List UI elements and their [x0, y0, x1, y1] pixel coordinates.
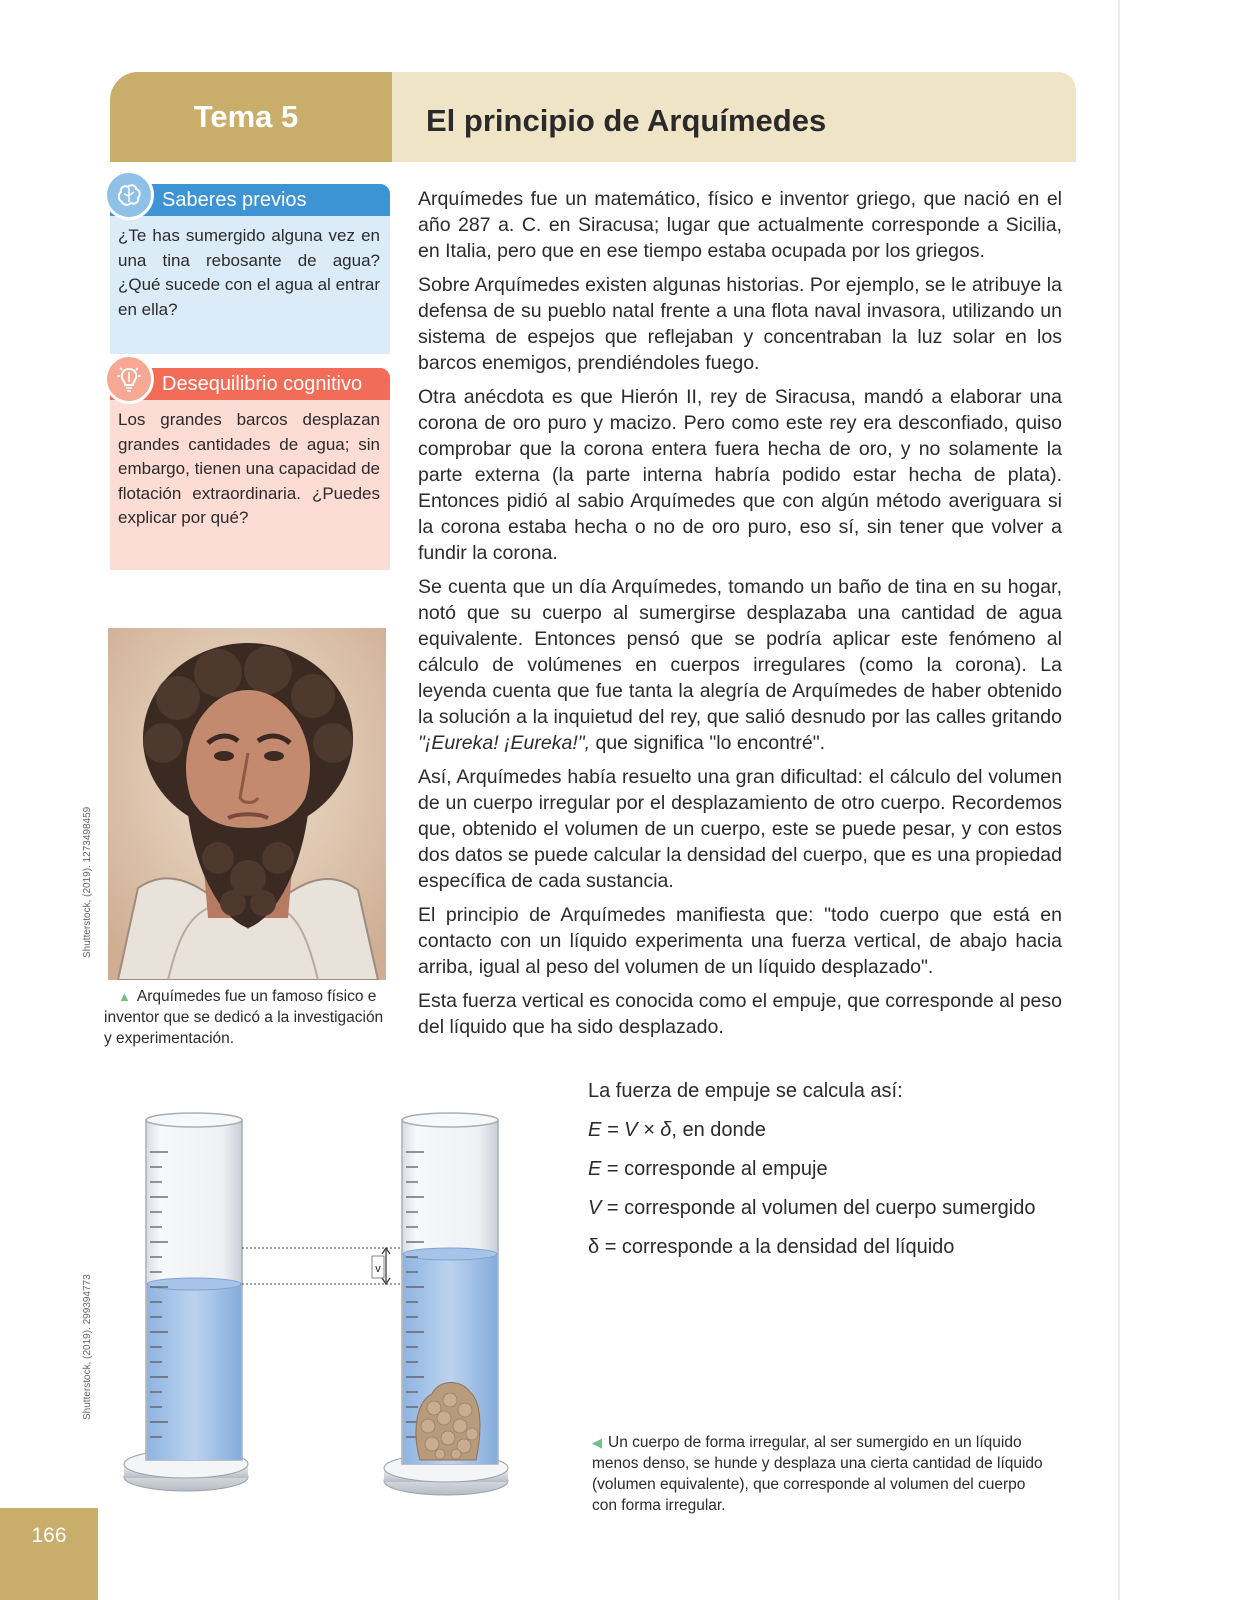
archimedes-portrait: [108, 628, 386, 980]
eq-lhs: E: [588, 1119, 602, 1141]
def-d-symbol: δ: [588, 1236, 600, 1258]
paragraph-7: Esta fuerza vertical es conocida como el empuje, que corresponde al peso del líquido que ha sido desplazado.: [418, 990, 1062, 1038]
page-number: 166: [0, 1508, 98, 1600]
cognitive-imbalance-box: [110, 368, 390, 570]
def-e: [588, 1150, 1048, 1189]
formula-intro: La fuerza de empuje se calcula así:: [588, 1080, 903, 1102]
eq-suffix: , en donde: [671, 1119, 766, 1141]
cognitive-imbalance-heading: Desequilibrio cognitivo: [110, 368, 390, 400]
portrait-credit: Shutterstock, (2019). 1273498459: [82, 806, 93, 958]
def-e-symbol: E: [588, 1158, 602, 1180]
buoyancy-formula: [588, 1072, 1048, 1267]
eureka-quote: "¡Eureka! ¡Eureka!",: [418, 732, 591, 754]
cognitive-imbalance-text: Los grandes barcos desplazan grandes cantidades de agua; sin embargo, tienen una capacidad de flotación extraordinaria. ¿Puedes explicar por qué?: [110, 400, 390, 570]
triangle-up-icon: ▲: [118, 989, 131, 1004]
cylinders-caption-text: Un cuerpo de forma irregular, al ser sumergido en un líquido menos denso, se hunde y desplaza una cierta cantidad de líquido (volumen equivalente), que corresponde al volumen del cuerpo con forma irregular.: [592, 1434, 1043, 1514]
cylinder-after: [384, 1113, 508, 1495]
prior-knowledge-heading: Saberes previos: [110, 184, 390, 216]
portrait-caption: [104, 986, 386, 1049]
triangle-left-icon: ◀: [592, 1435, 602, 1450]
def-d-text: = corresponde a la densidad del líquido: [599, 1236, 955, 1258]
cylinders-credit: Shutterstock, (2019). 299394773: [82, 1274, 93, 1420]
brain-icon: [104, 170, 154, 220]
def-d: [588, 1228, 1048, 1267]
topic-header: [110, 72, 1076, 162]
prior-knowledge-text: ¿Te has sumergido alguna vez en una tina rebosante de agua? ¿Qué sucede con el agua al entrar en ella?: [110, 216, 390, 354]
paragraph-3: Otra anécdota es que Hierón II, rey de Siracusa, mandó a elaborar una corona de oro puro y macizo. Pero como este rey era desconfiado, quiso comprobar que la corona entera fuera hecha de oro, y no solamente la parte externa (la parte interna habría podido estar hecha de plata). Entonces pidió al sabio Arquímedes que con algún método averiguara si la corona estaba hecha o no de oro puro, eso sí, sin tener que volver a fundir la corona.: [418, 386, 1062, 564]
page-title: El principio de Arquímedes: [392, 72, 1076, 162]
paragraph-5: Así, Arquímedes había resuelto una gran dificultad: el cálculo del volumen de un cuerpo irregular por el desplazamiento de otro cuerpo. Recordemos que, obtenido el volumen de un cuerpo, este se puede pesar, y con estos dos datos se puede calcular la densidad del cuerpo, que es una propiedad específica de cada sustancia.: [418, 766, 1062, 892]
cylinders-caption: [592, 1432, 1052, 1516]
paragraph-4-text: Se cuenta que un día Arquímedes, tomando un baño de tina en su hogar, notó que su cuerpo al sumergirse desplazaba una cantidad de agua equivalente. Entonces pensó que se podría aplicar este fenómeno al cálculo de volúmenes en cuerpos irregulares (como la corona). La leyenda cuenta que fue tanta la alegría de Arquímedes de haber obtenido la solución a la inquietud del rey, que salió desnudo por las calles gritando: [418, 576, 1062, 728]
def-v: [588, 1189, 1048, 1228]
def-v-text: = corresponde al volumen del cuerpo sumergido: [601, 1197, 1036, 1219]
def-e-text: = corresponde al empuje: [601, 1158, 828, 1180]
def-v-symbol: V: [588, 1197, 602, 1219]
paragraph-6: El principio de Arquímedes manifiesta que: "todo cuerpo que está en contacto con un líquido experimenta una fuerza vertical, de abajo hacia arriba, igual al peso del volumen de un líquido desplazado".: [418, 904, 1062, 978]
paper-edge: [1118, 0, 1120, 1600]
paragraph-4-end: que significa "lo encontré".: [590, 732, 826, 754]
paragraph-1: Arquímedes fue un matemático, físico e inventor griego, que nació en el año 287 a. C. en Siracusa; lugar que actualmente corresponde a Sicilia, en Italia, pero que en ese tiempo estaba ocupada por los griegos.: [418, 188, 1062, 262]
paragraph-4: [418, 574, 1062, 756]
cylinder-before: [124, 1113, 248, 1491]
volume-label: v: [375, 1263, 381, 1275]
eq-rhs: = V × δ: [601, 1119, 672, 1141]
main-text: [418, 186, 1062, 1048]
lightbulb-brain-icon: [104, 354, 154, 404]
formula-equation: [588, 1111, 1048, 1150]
topic-number: Tema 5: [110, 72, 392, 162]
graduated-cylinders-illustration: [120, 1112, 560, 1517]
paragraph-2: Sobre Arquímedes existen algunas historias. Por ejemplo, se le atribuye la defensa de su pueblo natal frente a una flota naval invasora, utilizando un sistema de espejos que reflejaban y concentraban la luz solar en los barcos enemigos, prendiéndoles fuego.: [418, 274, 1062, 374]
prior-knowledge-box: [110, 184, 390, 354]
portrait-caption-text: Arquímedes fue un famoso físico e inventor que se dedicó a la investigación y experimentación.: [104, 988, 384, 1047]
